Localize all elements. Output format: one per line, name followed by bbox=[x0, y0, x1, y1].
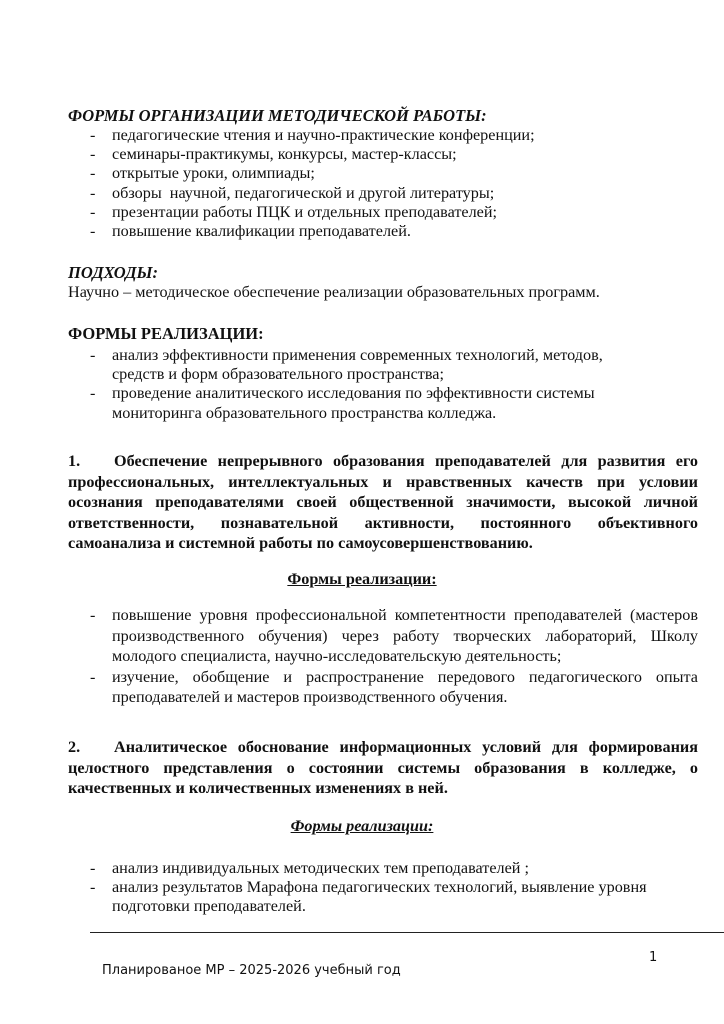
page-number: 1 bbox=[649, 950, 658, 965]
goal-1-forms-list bbox=[68, 605, 698, 708]
list-item: - презентации работы ПЦК и отдельных преподавателей; bbox=[90, 202, 498, 221]
list-item: - повышение квалификации преподавателей. bbox=[90, 222, 411, 241]
list-item: - анализ эффективности применения современных технологий, методов, средств и форм образовательного пространства; bbox=[90, 346, 603, 384]
list-item: - семинары-практикумы, конкурсы, мастер-классы; bbox=[90, 145, 457, 164]
dash-marker: - bbox=[90, 145, 96, 164]
goal-2-forms-heading: Формы реализации: bbox=[290, 817, 434, 835]
dash-marker: - bbox=[90, 667, 96, 686]
dash-marker: - bbox=[90, 164, 96, 183]
forms-organization-heading: ФОРМЫ ОРГАНИЗАЦИИ МЕТОДИЧЕСКОЙ РАБОТЫ: bbox=[68, 106, 487, 125]
forms-implementation-heading: ФОРМЫ РЕАЛИЗАЦИИ: bbox=[68, 324, 264, 343]
goal-1-forms-heading: Формы реализации: bbox=[287, 570, 437, 588]
dash-marker: - bbox=[90, 606, 96, 624]
list-item: - изучение, обобщение и распространение передового педагогического опыта преподавателей и мастеров производственного обучения. bbox=[90, 667, 698, 707]
dash-marker: - bbox=[90, 202, 96, 221]
list-item: - открытые уроки, олимпиады; bbox=[90, 164, 315, 183]
forms-organization-list bbox=[68, 126, 535, 241]
list-item: - повышение уровня профессиональной компетентности преподавателей (мастеров производственного обучения) через работу творческих лабораторий, Школу молодого специалиста, научно-исследовательскую деятельность; bbox=[90, 606, 698, 666]
dash-marker: - bbox=[90, 859, 96, 877]
dash-marker: - bbox=[90, 222, 96, 241]
list-item: - проведение аналитического исследования по эффективности системы мониторинга образовательного пространства колледжа. bbox=[90, 384, 595, 422]
dash-marker: - bbox=[90, 346, 96, 364]
goal-2-number: 2. bbox=[68, 738, 81, 756]
goal-2-forms-list bbox=[68, 859, 647, 917]
dash-marker: - bbox=[90, 384, 96, 403]
approaches-heading: ПОДХОДЫ: bbox=[68, 263, 159, 282]
dash-marker: - bbox=[90, 183, 96, 202]
list-item: - анализ результатов Марафона педагогических технологий, выявление уровня подготовки преподавателей. bbox=[90, 878, 647, 916]
goal-1-paragraph bbox=[68, 451, 698, 554]
goal-2-paragraph bbox=[68, 737, 698, 799]
footer-divider bbox=[90, 932, 724, 933]
dash-marker: - bbox=[90, 126, 96, 144]
forms-implementation-list bbox=[68, 346, 603, 423]
approaches-text: Научно – методическое обеспечение реализации образовательных программ. bbox=[68, 283, 600, 301]
dash-marker: - bbox=[90, 878, 96, 897]
list-item: - педагогические чтения и научно-практические конференции; bbox=[90, 126, 535, 144]
goal-1-number: 1. bbox=[68, 452, 81, 470]
goal-2-text: Аналитическое обоснование информационных условий для формирования целостного представления о состоянии системы образования в колледже, о качественных и количественных изменениях в ней. bbox=[68, 738, 698, 798]
list-item: - анализ индивидуальных методических тем преподавателей ; bbox=[90, 859, 529, 877]
list-item: - обзоры научной, педагогической и другой литературы; bbox=[90, 183, 495, 202]
goal-1-text: Обеспечение непрерывного образования преподавателей для развития его профессиональных, интеллектуальных и нравственных качеств при условии осознания преподавателями своей общественной значимости, высокой личной ответственности, познавательной активности, постоянного объективного самоанализа и системной работы по самоусовершенствованию. bbox=[68, 452, 698, 553]
footer-text: Планированое МР – 2025-2026 учебный год bbox=[102, 963, 401, 978]
